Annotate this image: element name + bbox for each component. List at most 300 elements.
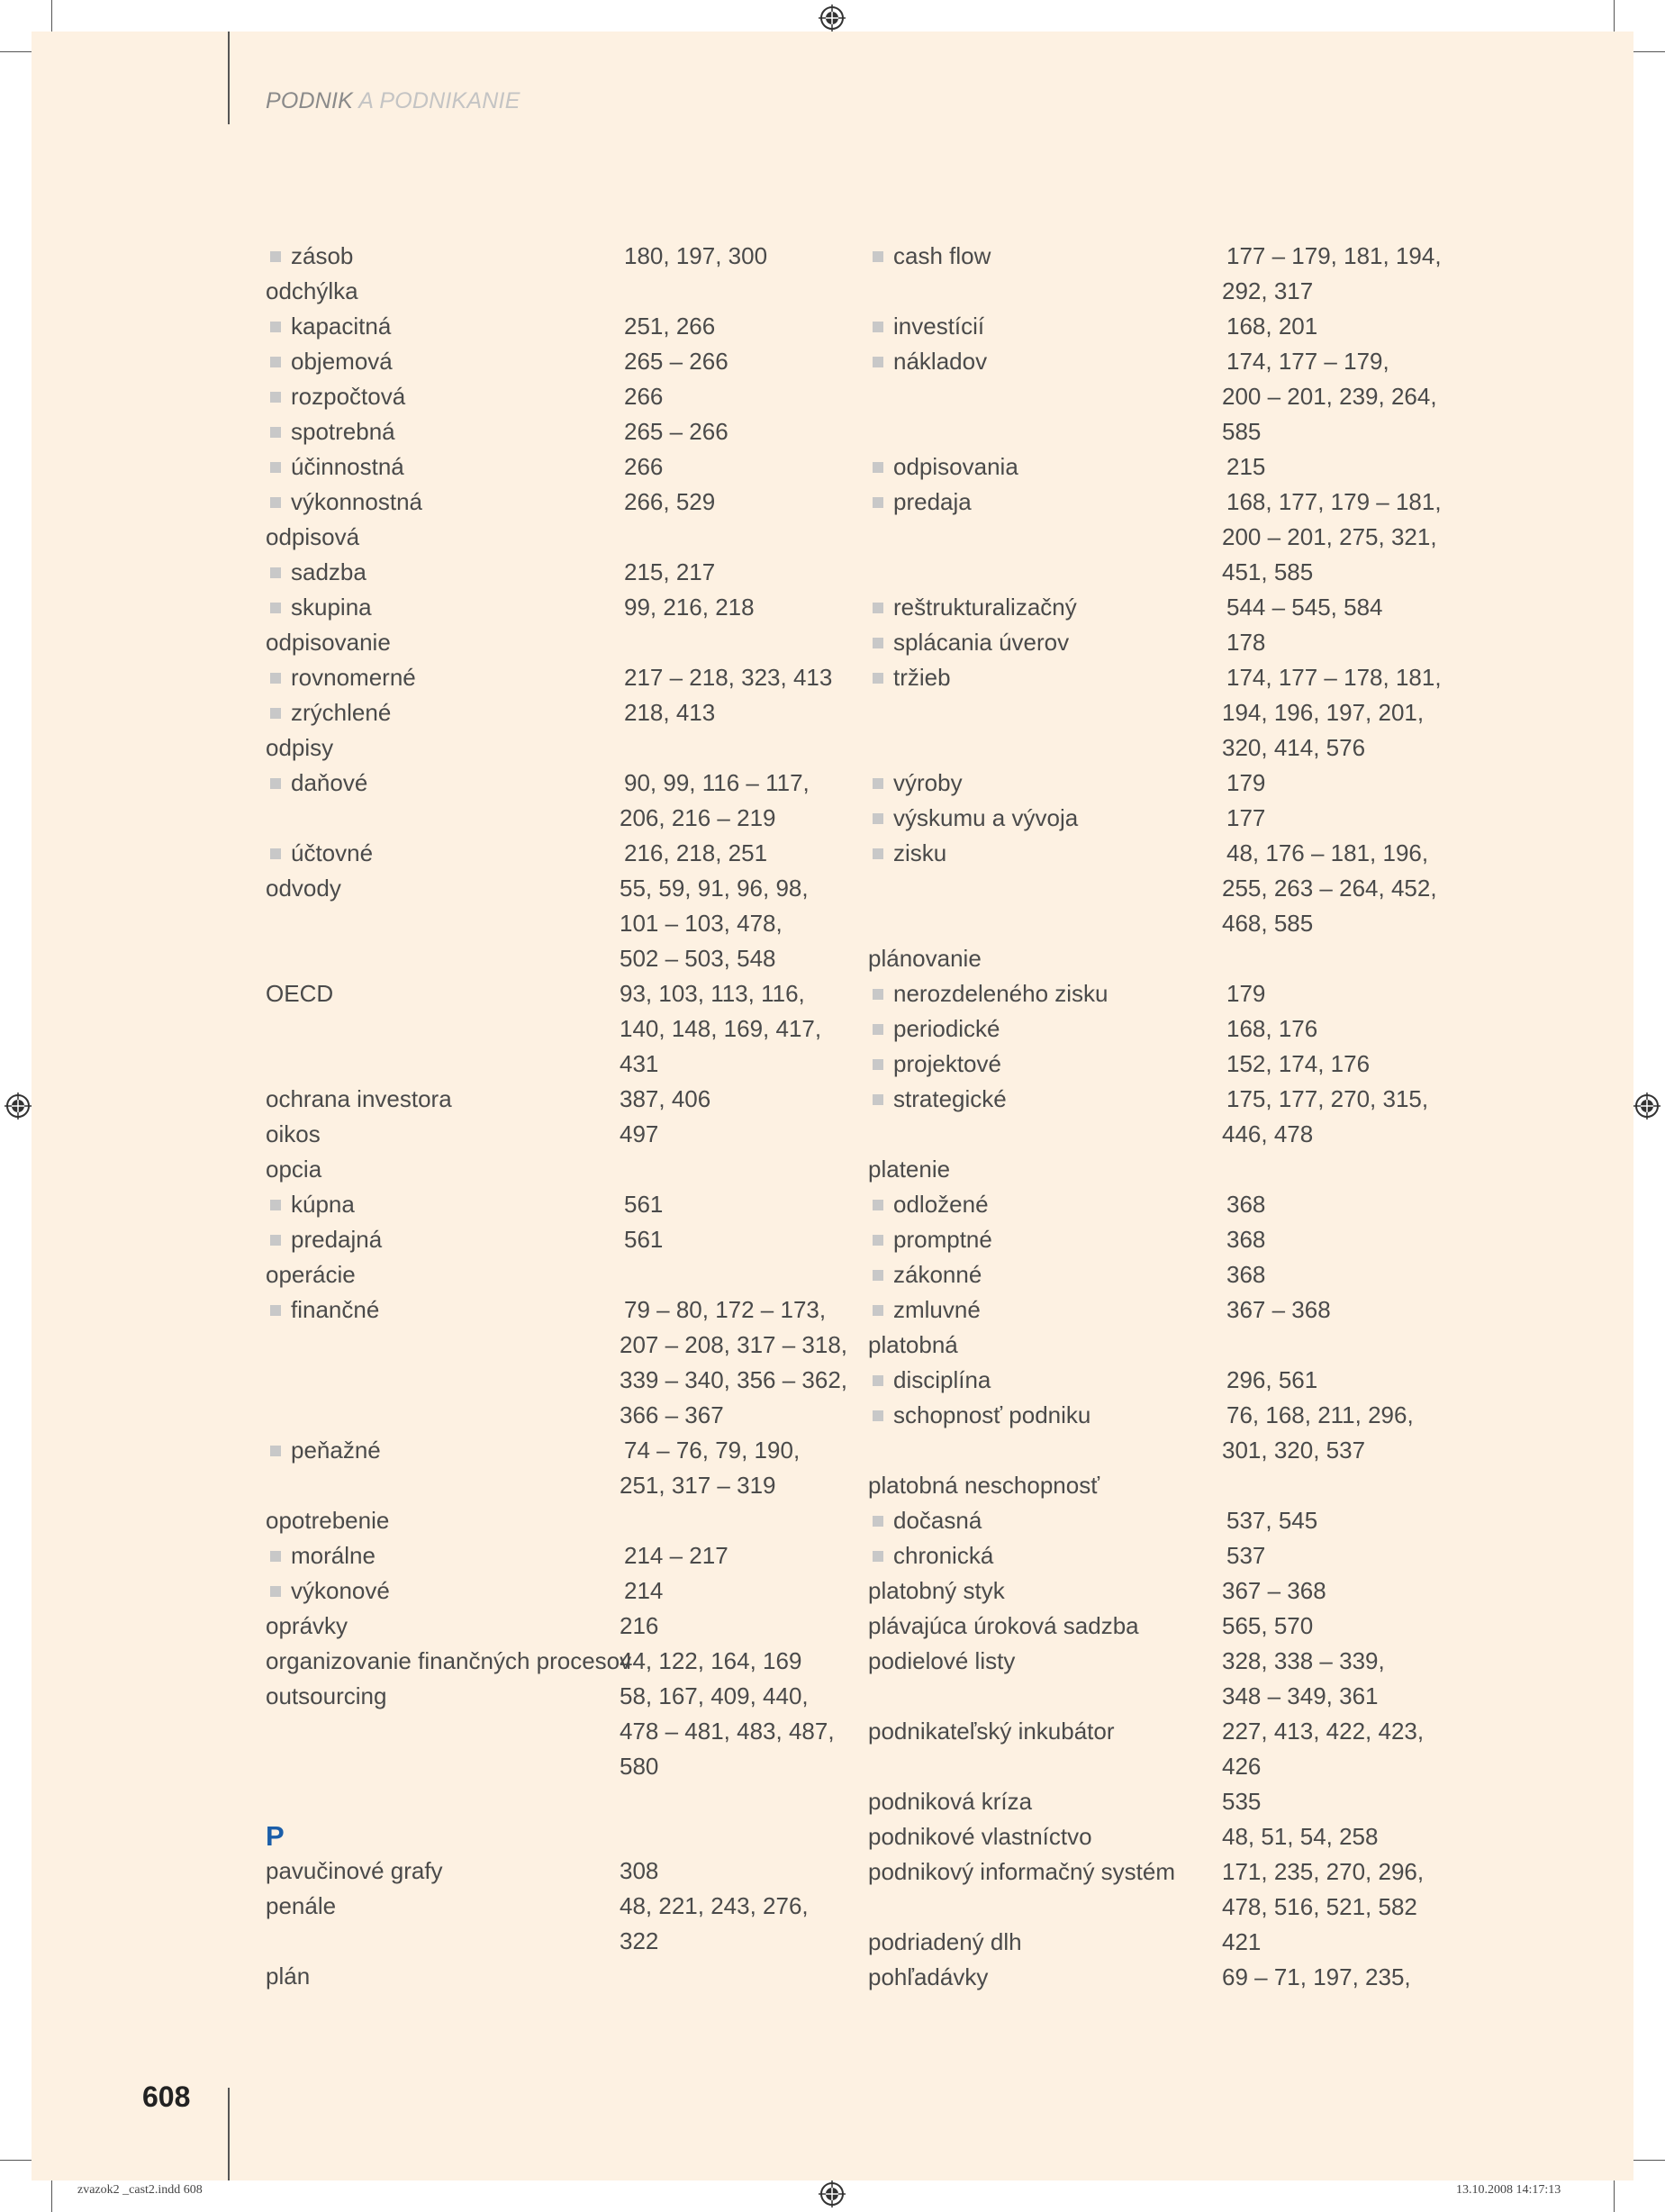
crop-mark [0,51,32,52]
index-entry [266,414,840,449]
index-entry [868,1222,1443,1257]
index-term-text: spotrebná [291,418,395,445]
index-term-text: splácania úverov [893,629,1070,656]
index-page-refs: 537 [1226,1542,1266,1569]
index-entry [868,449,1443,485]
index-term [868,414,1222,449]
index-page-refs [620,625,836,660]
slug-timestamp: 13.10.2008 14:17:13 [1456,2183,1561,2197]
index-page-refs: 216, 218, 251 [624,839,768,866]
index-page-refs: 76, 168, 211, 296, [1226,1401,1414,1428]
index-page-refs: 207 – 208, 317 – 318, [620,1331,848,1358]
index-term-text: dočasná [893,1507,982,1534]
index-page-refs: 215, 217 [624,558,716,585]
square-bullet-icon [270,1305,281,1316]
index-entry [868,1819,1443,1854]
square-bullet-icon [270,1551,281,1562]
section-letter: P [266,1820,285,1852]
index-entry [266,1959,840,1994]
index-term [266,1749,620,1784]
index-term [868,730,1222,766]
index-page-refs: 206, 216 – 219 [620,804,776,831]
index-page-refs: 180, 197, 300 [624,242,768,269]
index-entry [266,836,840,871]
square-bullet-icon [270,497,281,508]
index-subterm [266,1222,624,1257]
index-entry [868,309,1443,344]
index-term [266,1011,620,1047]
index-page-refs: 217 – 218, 323, 413 [624,664,833,691]
index-page-refs: 348 – 349, 361 [1222,1682,1379,1709]
square-bullet-icon [873,848,883,859]
square-bullet-icon [873,251,883,262]
index-subterm [266,1573,624,1609]
index-page-refs: 339 – 340, 356 – 362, [620,1366,848,1393]
index-term [868,1749,1222,1784]
index-term [868,1328,1222,1363]
index-term-text: podnikový informačný systém [868,1858,1176,1885]
index-term-text: plávajúca úroková sadzba [868,1612,1139,1639]
square-bullet-icon [270,673,281,684]
index-term-text: finančné [291,1296,380,1323]
index-term [266,1363,620,1398]
index-term-text: reštrukturalizačný [893,594,1077,621]
index-term-text: podnikové vlastníctvo [868,1823,1092,1850]
index-entry [266,1047,840,1082]
index-entry [868,976,1443,1011]
index-term [266,906,620,941]
index-term-text: outsourcing [266,1682,387,1709]
square-bullet-icon [873,1270,883,1281]
section-letter-row [266,1784,840,1854]
index-entry [266,625,840,660]
index-term-text: platobný styk [868,1577,1005,1604]
index-subterm [266,836,624,871]
index-page-refs: 227, 413, 422, 423, [1222,1718,1425,1745]
index-page-refs: 367 – 368 [1222,1577,1326,1604]
square-bullet-icon [873,462,883,473]
index-column-right [868,239,1443,1995]
index-entry [868,1538,1443,1573]
index-term-text: projektové [893,1050,1001,1077]
index-term-text: výroby [893,769,963,796]
index-term-text: OECD [266,980,334,1007]
index-term-text: organizovanie finančných procesov [266,1647,632,1674]
index-page-refs: 200 – 201, 275, 321, [1222,523,1437,550]
square-bullet-icon [270,1235,281,1246]
index-entry [266,1609,840,1644]
index-term-text: odpisová [266,523,360,550]
index-entry [868,1609,1443,1644]
index-page-refs: 175, 177, 270, 315, [1226,1085,1429,1112]
index-entry [868,1398,1443,1433]
index-page-refs: 174, 177 – 178, 181, [1226,664,1442,691]
index-term [266,1959,620,1994]
index-page-refs: 368 [1226,1226,1266,1253]
square-bullet-icon [270,392,281,403]
crop-mark [1633,2160,1665,2161]
index-entry [266,906,840,941]
index-term-text: výkonové [291,1577,390,1604]
index-term [868,1644,1222,1679]
index-subterm [868,801,1226,836]
index-term [266,1047,620,1082]
index-entry [266,274,840,309]
index-entry [266,1468,840,1503]
square-bullet-icon [873,1551,883,1562]
index-term-text: tržieb [893,664,951,691]
running-head-primary: PODNIK [266,88,354,113]
index-term-text: ochrana investora [266,1085,452,1112]
index-entry [868,1292,1443,1328]
index-entry [868,520,1443,555]
index-entry [266,590,840,625]
index-entry [868,1714,1443,1749]
index-page-refs: 446, 478 [1222,1120,1314,1147]
index-entry [266,555,840,590]
index-entry [266,1644,840,1679]
index-entry [266,695,840,730]
index-page-refs: 99, 216, 218 [624,594,755,621]
index-entry [266,1538,840,1573]
index-term [868,1890,1222,1925]
index-subterm [868,1538,1226,1573]
index-term-text: plánovanie [868,945,982,972]
index-term-text: peňažné [291,1437,381,1464]
index-entry [266,1924,840,1959]
index-term [266,274,620,309]
index-page-refs: 535 [1222,1788,1262,1815]
index-term-text: účinnostná [291,453,404,480]
index-entry [868,1047,1443,1082]
index-entry [868,590,1443,625]
index-page-refs [620,274,836,309]
index-page-refs [1222,941,1438,976]
index-subterm [266,485,624,520]
index-entry [868,1573,1443,1609]
index-entry [266,1433,840,1468]
index-subterm [868,1257,1226,1292]
index-term-text: strategické [893,1085,1007,1112]
index-term-text: predaja [893,488,972,515]
index-term [266,1889,620,1924]
index-entry [868,695,1443,730]
index-column-left [266,239,848,1994]
index-page-refs: 478, 516, 521, 582 [1222,1893,1417,1920]
index-term-text: odchýlka [266,277,358,304]
square-bullet-icon [873,603,883,613]
index-entry [266,1749,840,1784]
index-page-refs: 565, 570 [1222,1612,1314,1639]
square-bullet-icon [873,1516,883,1527]
index-term-text: investícií [893,313,985,340]
index-page-refs: 308 [620,1857,659,1884]
index-term [868,1152,1222,1187]
header-rule [228,32,230,124]
index-page-refs [1222,1152,1438,1187]
registration-mark-icon [819,2180,846,2207]
square-bullet-icon [270,251,281,262]
index-page-refs: 292, 317 [1222,277,1314,304]
index-page-refs: 174, 177 – 179, [1226,348,1389,375]
square-bullet-icon [873,1235,883,1246]
index-page-refs: 561 [624,1191,664,1218]
index-term-text: morálne [291,1542,376,1569]
index-page-refs: 368 [1226,1191,1266,1218]
index-page-refs: 44, 122, 164, 169 [620,1647,802,1674]
index-term [266,871,620,906]
index-page-refs: 322 [620,1927,659,1954]
index-subterm [868,1082,1226,1117]
index-subterm [868,836,1226,871]
index-subterm [868,1292,1226,1328]
index-entry [266,1679,840,1714]
index-entry [266,1889,840,1924]
square-bullet-icon [270,322,281,332]
index-entry [868,1117,1443,1152]
index-page-refs: 537, 545 [1226,1507,1318,1534]
index-entry [266,1117,840,1152]
index-term [266,1714,620,1749]
index-entry [266,766,840,801]
index-term [868,1679,1222,1714]
index-entry [266,660,840,695]
index-page-refs: 544 – 545, 584 [1226,594,1383,621]
index-subterm [266,344,624,379]
square-bullet-icon [873,357,883,367]
index-term [266,1328,620,1363]
square-bullet-icon [270,708,281,719]
index-page-refs: 58, 167, 409, 440, [620,1682,809,1709]
index-term-text: odpisovanie [266,629,391,656]
index-entry [868,836,1443,871]
index-page-refs: 90, 99, 116 – 117, [624,769,810,796]
index-term [868,1819,1222,1854]
index-page-refs: 328, 338 – 339, [1222,1647,1385,1674]
index-entry [868,766,1443,801]
index-subterm [266,449,624,485]
index-page-refs: 431 [620,1050,659,1077]
index-term-text: pavučinové grafy [266,1857,443,1884]
index-page-refs: 179 [1226,769,1266,796]
index-entry [868,1854,1443,1890]
index-page-refs [620,1257,836,1292]
index-page-refs: 502 – 503, 548 [620,945,776,972]
index-entry [868,379,1443,414]
running-head-secondary: A PODNIKANIE [353,88,520,113]
index-entry [266,1398,840,1433]
index-term-text: zmluvné [893,1296,981,1323]
index-page-refs: 266 [624,453,664,480]
index-subterm [266,414,624,449]
index-entries [266,1854,840,1994]
index-subterm [868,976,1226,1011]
index-page-refs [620,1503,836,1538]
index-term-text: schopnosť podniku [893,1401,1091,1428]
index-page-refs: 296, 561 [1226,1366,1318,1393]
index-entry [266,871,840,906]
index-subterm [868,660,1226,695]
index-term-text: výskumu a vývoja [893,804,1079,831]
index-subterm [868,1363,1226,1398]
index-term-text: pohľadávky [868,1963,989,1990]
index-page-refs: 178 [1226,629,1266,656]
registration-mark-icon [819,5,846,32]
index-subterm [868,485,1226,520]
index-term-text: podnikateľský inkubátor [868,1718,1115,1745]
index-entries [868,239,1443,1995]
index-page-refs [620,1959,836,1994]
index-entry [266,1011,840,1047]
index-term [868,1784,1222,1819]
index-entry [266,1503,840,1538]
index-entry [266,941,840,976]
index-entry [868,1679,1443,1714]
index-term [868,906,1222,941]
index-page-refs [1222,1468,1438,1503]
square-bullet-icon [873,778,883,789]
index-term-text: rozpočtová [291,383,406,410]
crop-mark [51,0,52,32]
index-page-refs: 265 – 266 [624,348,728,375]
index-term [868,871,1222,906]
index-subterm [868,344,1226,379]
index-entry [868,555,1443,590]
index-term [266,1468,620,1503]
index-term-text: platenie [868,1156,951,1183]
index-term-text: opcia [266,1156,322,1183]
index-term [868,1433,1222,1468]
index-subterm [868,1011,1226,1047]
index-entry [266,801,840,836]
square-bullet-icon [270,427,281,438]
index-page-refs: 320, 414, 576 [1222,734,1366,761]
index-entry [868,1784,1443,1819]
index-term [266,730,620,766]
index-page-refs: 69 – 71, 197, 235, [1222,1963,1411,1990]
index-term [868,1573,1222,1609]
index-page-refs: 177 [1226,804,1266,831]
index-page-refs: 301, 320, 537 [1222,1437,1366,1464]
index-term [266,625,620,660]
square-bullet-icon [270,1446,281,1456]
index-term [868,1609,1222,1644]
index-term-text: sadzba [291,558,366,585]
index-term [266,1609,620,1644]
index-entry [266,1152,840,1187]
index-term-text: skupina [291,594,372,621]
footer-rule [228,2088,230,2180]
index-term [266,1117,620,1152]
index-term-text: rovnomerné [291,664,416,691]
index-term-text: chronická [893,1542,994,1569]
index-subterm [266,695,624,730]
index-page-refs: 561 [624,1226,664,1253]
index-term-text: predajná [291,1226,383,1253]
index-page-refs [1222,1328,1438,1363]
index-term-text: operácie [266,1261,356,1288]
index-term-text: podriadený dlh [868,1928,1022,1955]
index-entry [868,730,1443,766]
index-subterm [868,449,1226,485]
square-bullet-icon [873,989,883,1000]
index-entry [868,1925,1443,1960]
index-page-refs: 368 [1226,1261,1266,1288]
index-term [266,1398,620,1433]
index-term-text: výkonnostná [291,488,422,515]
index-page-refs: 101 – 103, 478, [620,910,783,937]
index-page-refs: 168, 201 [1226,313,1318,340]
index-entry [266,1714,840,1749]
index-page-refs: 451, 585 [1222,558,1314,585]
index-term-text: disciplína [893,1366,991,1393]
index-entry [266,1854,840,1889]
square-bullet-icon [873,1059,883,1070]
index-term-text: oprávky [266,1612,348,1639]
index-entry [266,239,840,274]
index-entry [266,1292,840,1328]
index-term-text: promptné [893,1226,992,1253]
index-term-text: periodické [893,1015,1000,1042]
index-entry [868,1890,1443,1925]
index-page-refs: 585 [1222,418,1262,445]
index-term [868,1714,1222,1749]
index-term-text: nerozdeleného zisku [893,980,1108,1007]
index-entry [266,309,840,344]
square-bullet-icon [873,497,883,508]
index-page-refs: 194, 196, 197, 201, [1222,699,1425,726]
crop-mark [1614,2180,1615,2212]
index-term [868,379,1222,414]
index-entry [868,344,1443,379]
square-bullet-icon [270,778,281,789]
index-entry [868,1187,1443,1222]
index-subterm [266,1292,624,1328]
index-term-text: platobná [868,1331,958,1358]
index-term [868,1960,1222,1995]
index-term-text: kapacitná [291,313,392,340]
index-term [266,1644,632,1679]
index-term-text: podniková kríza [868,1788,1033,1815]
index-page-refs [620,1152,836,1187]
index-page-refs: 426 [1222,1753,1262,1780]
index-page-refs [620,520,836,555]
square-bullet-icon [873,1094,883,1105]
index-term [868,1854,1222,1890]
index-term [266,1679,620,1714]
crop-mark [0,2160,32,2161]
index-entry [868,1363,1443,1398]
index-page-refs: 177 – 179, 181, 194, [1226,242,1442,269]
index-subterm [266,766,624,801]
index-page-refs: 179 [1226,980,1266,1007]
index-entry [868,1328,1443,1363]
square-bullet-icon [270,567,281,578]
index-term-text: plán [266,1963,311,1990]
index-page-refs: 200 – 201, 239, 264, [1222,383,1437,410]
square-bullet-icon [873,1305,883,1316]
index-page-refs: 79 – 80, 172 – 173, [624,1296,827,1323]
index-subterm [868,1187,1226,1222]
index-term [266,1152,620,1187]
index-term-text: zásob [291,242,354,269]
index-entry [266,730,840,766]
index-entry [266,1082,840,1117]
square-bullet-icon [873,1410,883,1421]
index-entry [868,1082,1443,1117]
index-entry [266,1257,840,1292]
index-entry [266,1573,840,1609]
